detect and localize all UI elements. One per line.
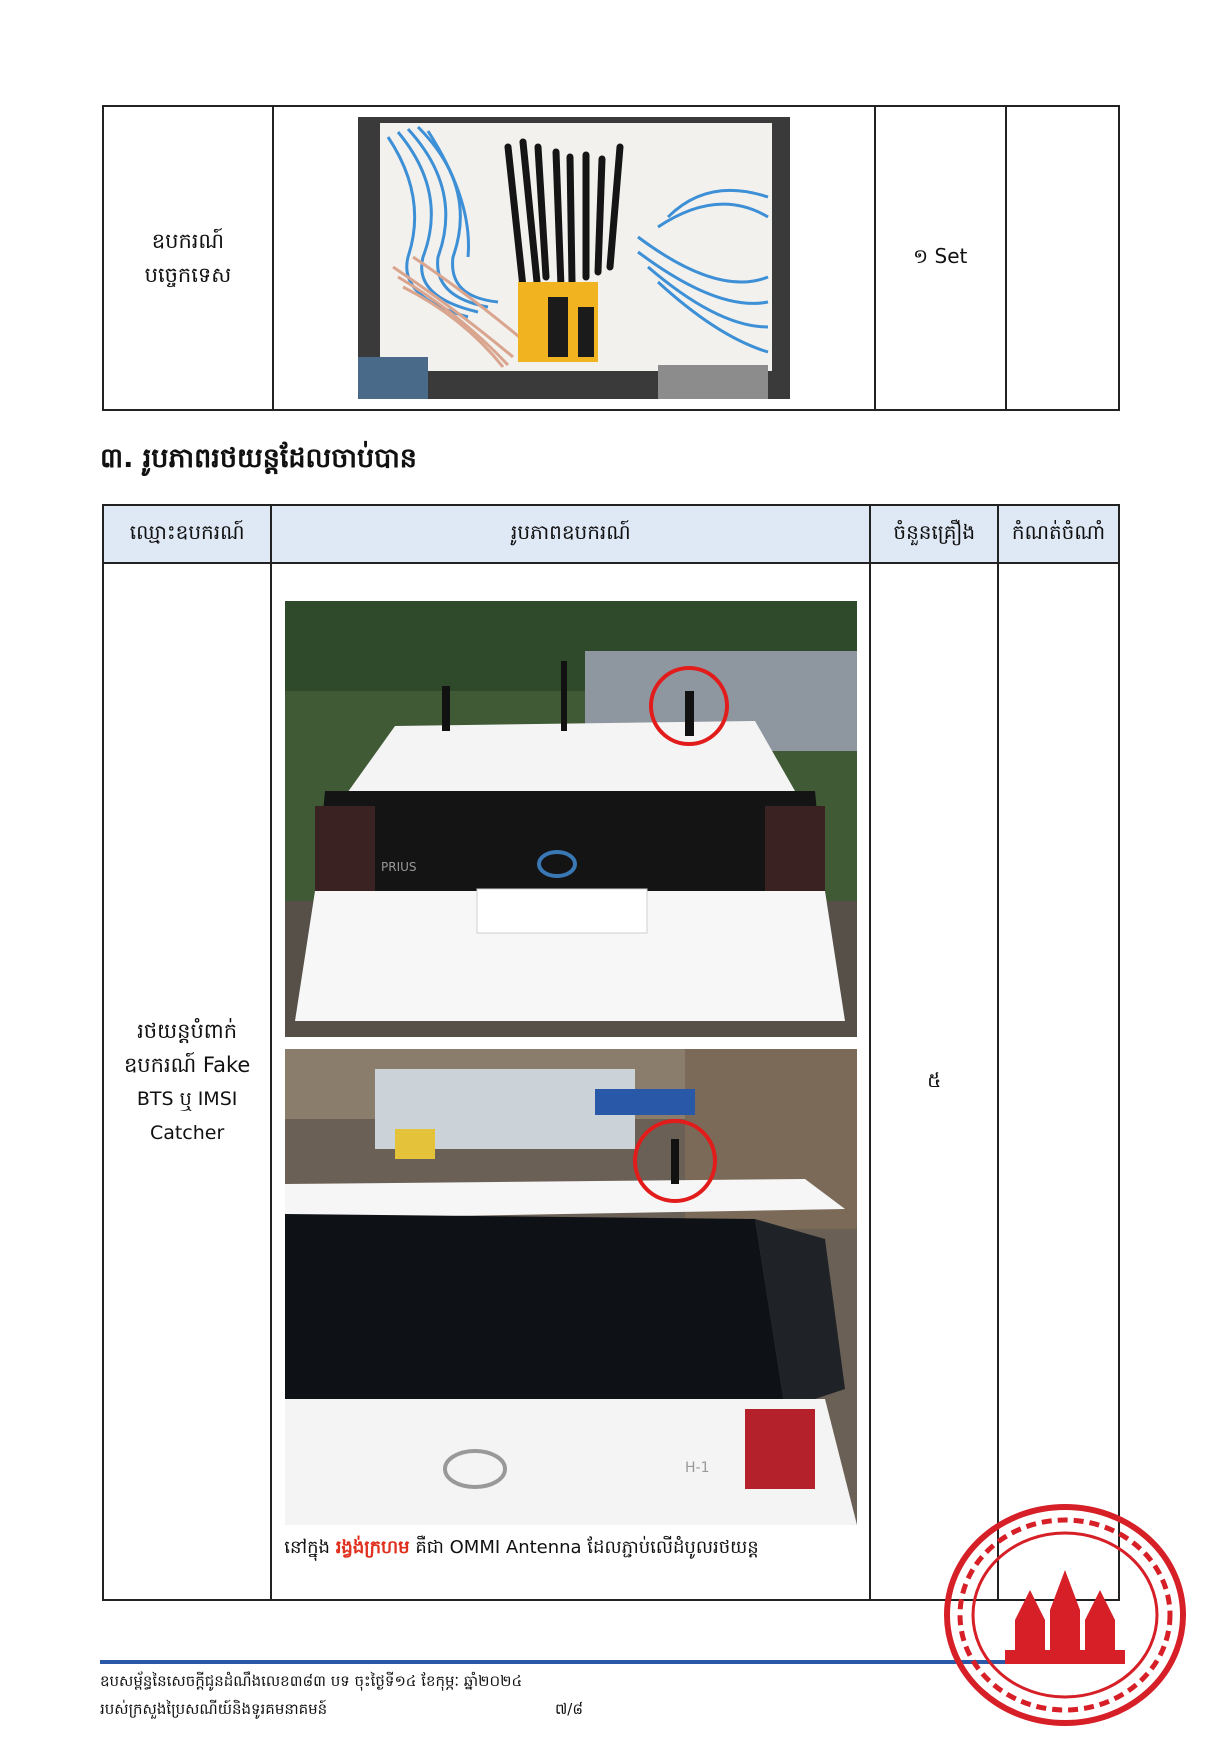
vehicle-quantity: ៥ (927, 1067, 942, 1092)
vehicle-quantity-cell (870, 563, 998, 1600)
equipment-name-line1: ឧបករណ៍ (151, 229, 225, 253)
header-equipment-photo: រូបភាពឧបករណ៍ (271, 505, 870, 563)
footer-reference: ឧបសម្ព័ន្ធនៃសេចក្តីជូនដំណឹងលេខ៣៨៣ បទ ចុះថ្ងៃទី១៤ ខែកុម្ភៈ ឆ្នាំ២០២៤ (100, 1672, 523, 1690)
vehicle-name-line4: Catcher (149, 1121, 225, 1144)
caption-red-circle: រង្វង់ក្រហម (335, 1537, 410, 1558)
header-quantity: ចំនួនគ្រឿង (870, 505, 998, 563)
photo-caption (272, 1535, 869, 1562)
header-remark: កំណត់ចំណាំ (998, 505, 1119, 563)
page-number: ៧/៨ (555, 1700, 583, 1718)
footer-ministry: របស់ក្រសួងប្រៃសណីយ៍និងទូរគមនាគមន៍ (100, 1700, 328, 1718)
equipment-name-line2: បច្ចេកទេស (144, 263, 232, 287)
vehicle-name-line3: BTS ឬ IMSI (136, 1087, 238, 1110)
equipment-quantity: ១ Set (913, 244, 968, 268)
vehicle-photo-cell (271, 563, 870, 1600)
equipment-quantity-cell (875, 106, 1006, 410)
equipment-photo-cell (273, 106, 875, 410)
hyundai-badge: H-1 (684, 1460, 710, 1476)
equipment-name-cell (103, 106, 273, 410)
header-equipment-name: ឈ្មោះឧបករណ៍ (103, 505, 271, 563)
official-seal-icon (940, 1500, 1190, 1730)
table-row (103, 106, 1119, 410)
caption-after: គឺជា OMMI Antenna ដែលភ្ជាប់លើដំបូលរថយន្ត (415, 1537, 759, 1558)
table-row (103, 563, 1119, 1600)
vehicle-name-line2: ឧបករណ៍ Fake (123, 1052, 251, 1077)
prius-badge: PRIUS (380, 860, 417, 874)
equipment-remark-cell (1006, 106, 1119, 410)
caption-before: នៅក្នុង (284, 1537, 330, 1558)
vehicle-remark-cell (998, 563, 1119, 1600)
vehicle-table (102, 504, 1120, 1601)
section-heading: ៣. រូបភាពរថយន្តដែលចាប់បាន (100, 443, 417, 474)
vehicle-name-line1: រថយន្តបំពាក់ (137, 1018, 238, 1043)
table-header-row (103, 505, 1119, 563)
vehicle-photo-hyundai (285, 1049, 857, 1525)
equipment-photo (358, 117, 790, 399)
vehicle-name-cell (103, 563, 271, 1600)
equipment-table (102, 105, 1120, 411)
vehicle-photo-prius (285, 601, 857, 1037)
